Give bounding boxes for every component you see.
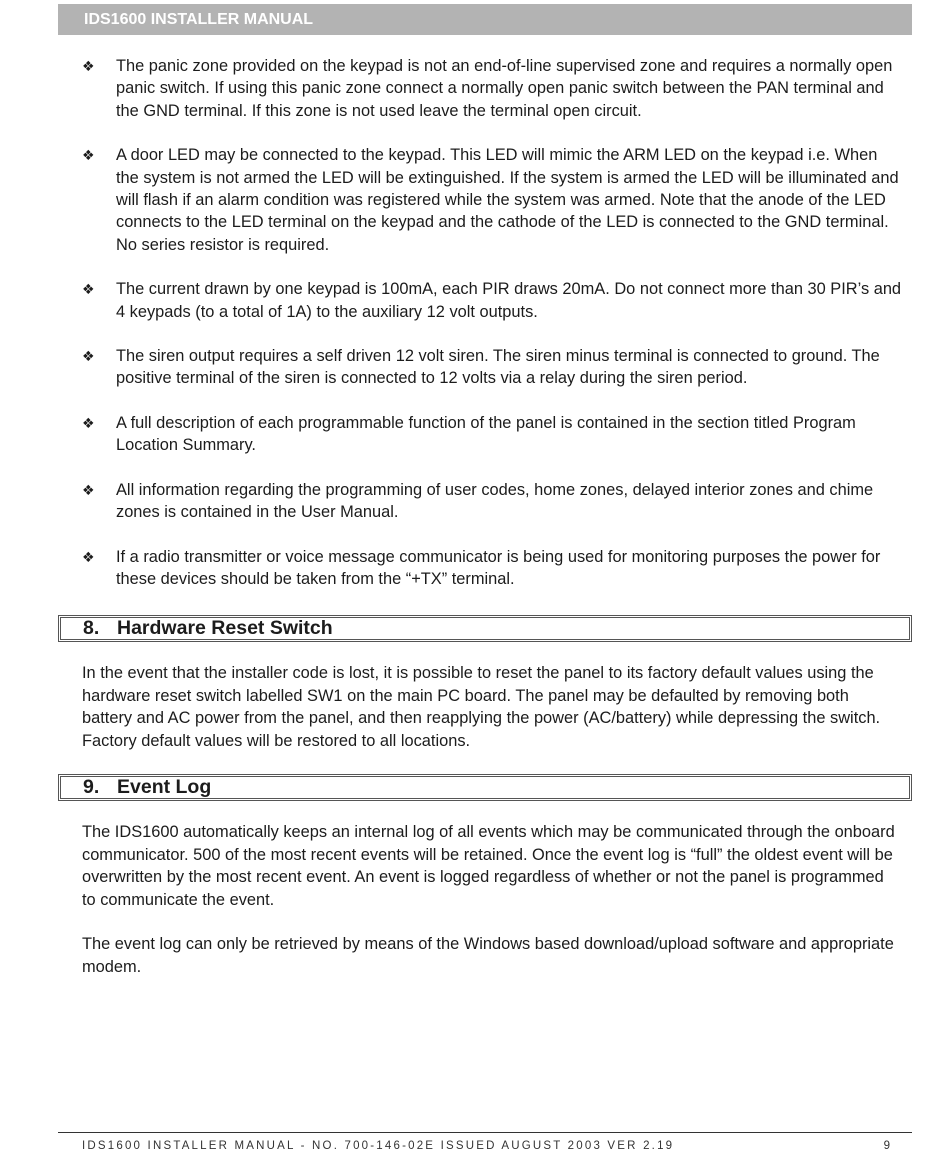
bullet-text: The panic zone provided on the keypad is not an end-of-line supervised zone and requires a normally open panic switch. If using this panic zone connect a normally open panic switch between the PAN terminal and the GND terminal. If this zone is not used leave the terminal open circuit. <box>116 57 893 120</box>
bullet-text: A full description of each programmable function of the panel is contained in the section titled Program Location Summary. <box>116 413 856 455</box>
bullet-text: The siren output requires a self driven 12 volt siren. The siren minus terminal is connected to ground. The positive terminal of the siren is connected to 12 volts via a relay during the siren period. <box>116 347 880 388</box>
header-title: IDS1600 INSTALLER MANUAL <box>84 11 314 28</box>
page-header <box>58 4 912 35</box>
section-heading-event-log <box>58 774 912 801</box>
list-item <box>82 144 902 256</box>
four-diamond-bullet-icon: ❖ <box>82 58 95 74</box>
paragraph-event-log-1: The IDS1600 automatically keeps an internal log of all events which may be communicated through the onboard communicator. 500 of the most recent events will be retained. Once the event log is “full” the oldest event will be overwritten by the most recent event. An event is logged regardless of whether or not the panel is programmed to communicate the event. <box>82 823 895 909</box>
page-number: 9 <box>883 1140 890 1152</box>
bullet-list <box>82 55 902 612</box>
bullet-text: A door LED may be connected to the keypad. This LED will mimic the ARM LED on the keypad i.e. When the system is not armed the LED will be extinguished. If the system is armed the LED will be illuminated and will flash if an alarm condition was registered while the system was armed. Note that the anode of the LED connects to the LED terminal on the keypad and the cathode of the LED is connected to the GND terminal. No series resistor is required. <box>116 146 899 254</box>
four-diamond-bullet-icon: ❖ <box>82 548 95 565</box>
bullet-text: The current drawn by one keypad is 100mA, each PIR draws 20mA. Do not connect more than 30 PIR’s and 4 keypads (to a total of 1A) to the auxiliary 12 volt outputs. <box>116 280 902 321</box>
section-number: 9. <box>83 776 100 798</box>
four-diamond-bullet-icon: ❖ <box>82 147 95 164</box>
four-diamond-bullet-icon: ❖ <box>82 281 95 298</box>
section-heading-hardware-reset <box>58 615 912 642</box>
list-item <box>82 479 902 524</box>
four-diamond-bullet-icon: ❖ <box>82 348 95 365</box>
bullet-text: If a radio transmitter or voice message communicator is being used for monitoring purposes the power for these devices should be taken from the “+TX” terminal. <box>116 547 881 588</box>
section-number: 8. <box>83 617 100 639</box>
footer-text: IDS1600 INSTALLER MANUAL - NO. 700-146-02E ISSUED AUGUST 2003 VER 2.19 <box>82 1140 675 1152</box>
list-item <box>82 546 902 591</box>
section-title: Event Log <box>117 776 212 798</box>
four-diamond-bullet-icon: ❖ <box>82 414 95 431</box>
list-item <box>82 55 902 122</box>
four-diamond-bullet-icon: ❖ <box>82 481 95 498</box>
footer-divider <box>58 1132 912 1133</box>
paragraph-hardware-reset: In the event that the installer code is lost, it is possible to reset the panel to its factory default values using the hardware reset switch labelled SW1 on the main PC board. The panel may be defaulted by removing both battery and AC power from the panel, and then reapplying the power (AC/battery) while depressing the switch. Factory default values will be restored to all locations. <box>82 664 881 750</box>
section-title: Hardware Reset Switch <box>117 617 333 639</box>
bullet-text: All information regarding the programming of user codes, home zones, delayed interior zones and chime zones is contained in the User Manual. <box>116 480 874 522</box>
list-item <box>82 345 902 390</box>
list-item <box>82 278 902 323</box>
paragraph-event-log-2: The event log can only be retrieved by means of the Windows based download/upload software and appropriate modem. <box>82 935 894 976</box>
list-item <box>82 412 902 457</box>
